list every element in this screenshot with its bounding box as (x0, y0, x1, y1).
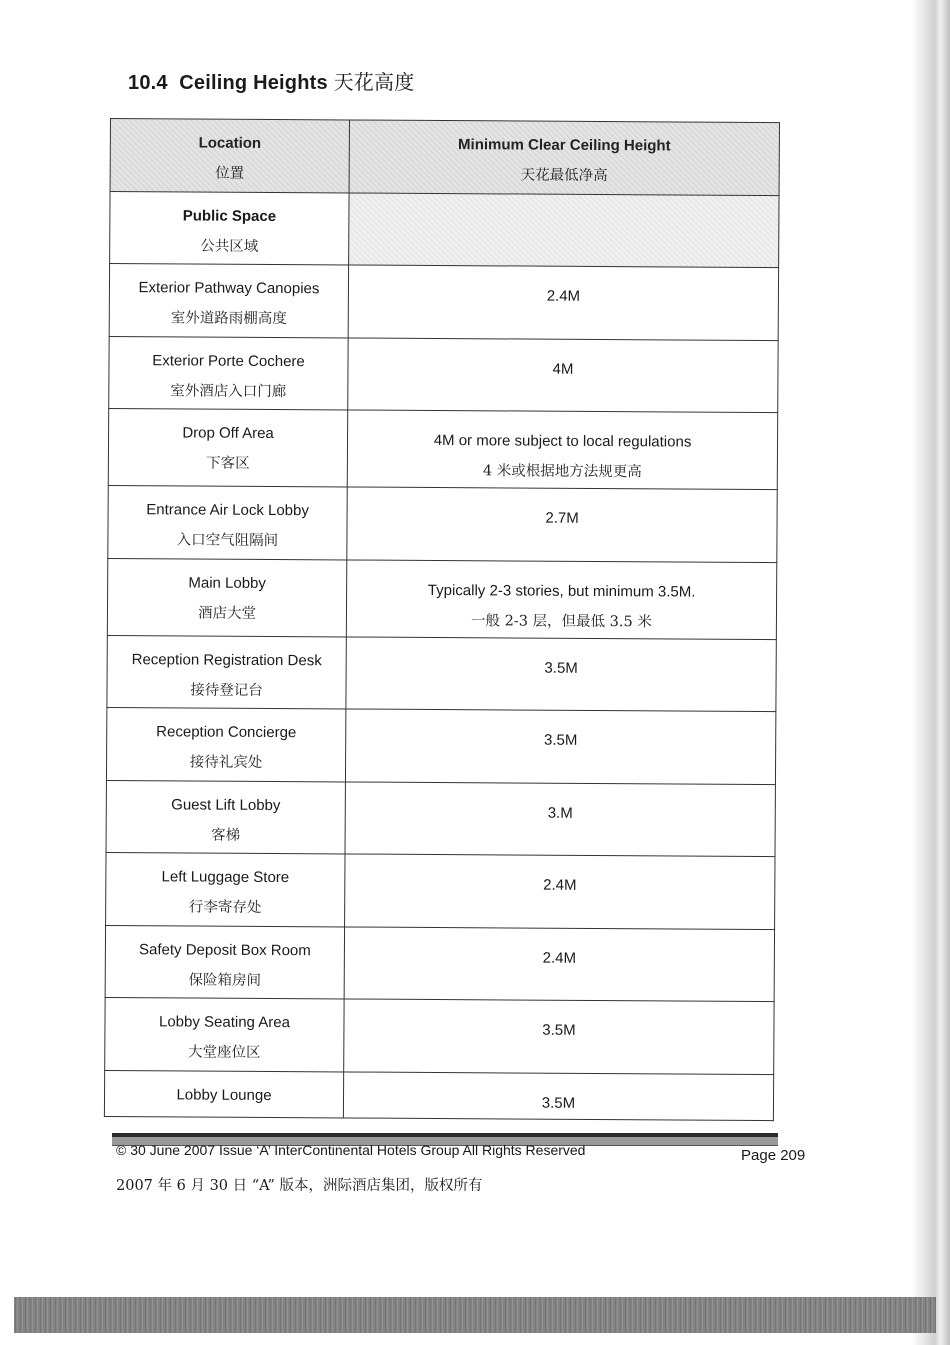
location-cell (107, 635, 346, 709)
section-empty-cell (349, 192, 779, 267)
table-row (106, 707, 775, 784)
location-zh: 客梯 (211, 827, 241, 844)
table-row (104, 1070, 773, 1120)
location-zh: 下客区 (206, 455, 250, 472)
location-zh: 保险箱房间 (188, 971, 262, 989)
header-location-en: Location (198, 134, 262, 152)
height-value-zh: 一般 2-3 层，但最低 3.5 米 (470, 612, 652, 630)
location-zh: 酒店大堂 (197, 605, 257, 622)
height-value-en: 3.5M (541, 1094, 576, 1112)
height-value-en: 2.4M (546, 287, 581, 305)
scan-bottom-strip (14, 1297, 936, 1333)
location-zh: 大堂座位区 (187, 1044, 261, 1061)
location-zh: 接待礼宾处 (189, 754, 263, 771)
height-cell (343, 1071, 773, 1120)
section-heading (128, 66, 414, 95)
table-header-row (110, 119, 779, 196)
location-cell (108, 408, 347, 486)
location-cell (106, 780, 345, 854)
heading-title-en: Ceiling Heights (179, 72, 328, 94)
location-zh: 室外酒店入口门廊 (170, 382, 287, 400)
location-en: Exterior Pathway Canopies (138, 279, 320, 298)
header-height-en: Minimum Clear Ceiling Height (458, 136, 671, 155)
location-en: Safety Deposit Box Room (138, 940, 311, 959)
location-cell (107, 558, 346, 636)
height-cell (347, 410, 777, 490)
table-row (107, 558, 776, 639)
location-en: Exterior Porte Cochere (152, 351, 305, 370)
height-value-en: 2.7M (545, 509, 579, 527)
location-zh: 行李寄存处 (188, 899, 262, 916)
height-value-en: 3.M (547, 804, 573, 822)
location-en: Lobby Lounge (176, 1085, 272, 1104)
height-cell (347, 487, 777, 562)
table-row (107, 635, 776, 712)
scanned-page-edge (912, 0, 950, 1345)
table-row (106, 852, 775, 929)
height-value-en: 4M (552, 360, 574, 378)
location-en: Main Lobby (188, 573, 266, 592)
height-cell (345, 709, 775, 784)
table-row (109, 336, 778, 413)
location-cell (106, 707, 345, 781)
section-cell (110, 191, 349, 265)
location-en: Guest Lift Lobby (171, 795, 281, 814)
height-cell (348, 337, 778, 412)
height-value-en: 3.5M (543, 731, 578, 749)
footer-page-number: Page 209 (741, 1147, 806, 1164)
section-title-en: Public Space (182, 206, 277, 225)
heading-number: 10.4 (128, 72, 168, 94)
header-location-zh: 位置 (215, 165, 245, 182)
ceiling-heights-table (104, 118, 780, 1121)
location-cell (109, 264, 348, 338)
height-value-en: 2.4M (543, 876, 577, 894)
height-cell (344, 999, 774, 1074)
location-zh: 入口空气阻隔间 (176, 532, 279, 550)
footer-copyright-en: © 30 June 2007 Issue ‘A’ InterContinental Hotels Group All Rights Reserved (116, 1142, 586, 1158)
height-cell (346, 636, 776, 711)
location-cell (108, 485, 347, 559)
height-value-en: 2.4M (542, 949, 577, 967)
location-en: Reception Registration Desk (131, 650, 322, 669)
height-cell (344, 926, 774, 1001)
location-zh: 室外道路雨棚高度 (170, 310, 287, 328)
height-cell (345, 781, 775, 856)
location-zh: 接待登记台 (190, 682, 263, 699)
location-en: Reception Concierge (156, 723, 297, 742)
height-value-en: Typically 2-3 stories, but minimum 3.5M. (427, 581, 696, 601)
table-row (108, 485, 777, 562)
footer-copyright-zh: 2007 年 6 月 30 日 “A” 版本，洲际酒店集团，版权所有 (116, 1178, 483, 1194)
header-location-cell (110, 119, 349, 193)
location-cell (109, 336, 348, 410)
table-row (106, 780, 775, 857)
table-row (105, 997, 774, 1074)
height-cell (346, 559, 776, 639)
section-row (110, 191, 779, 268)
table-row (109, 264, 778, 341)
height-value-en: 3.5M (544, 659, 578, 677)
location-en: Lobby Seating Area (158, 1013, 290, 1032)
height-cell (345, 854, 775, 929)
location-en: Drop Off Area (182, 424, 274, 443)
location-cell (105, 925, 344, 999)
header-height-cell (349, 120, 779, 195)
table-row (108, 408, 777, 489)
location-en: Left Luggage Store (161, 868, 290, 887)
location-cell (106, 852, 345, 926)
heading-title-zh: 天花高度 (333, 70, 415, 94)
height-value-en: 4M or more subject to local regulations (433, 431, 692, 451)
location-en: Entrance Air Lock Lobby (146, 501, 309, 520)
table-row (105, 925, 774, 1002)
section-title-zh: 公共区域 (200, 238, 259, 255)
height-value-en: 3.5M (542, 1021, 576, 1039)
height-value-zh: 4 米或根据地方法规更高 (482, 463, 642, 481)
location-cell (104, 1070, 343, 1117)
header-height-zh: 天花最低净高 (520, 167, 608, 185)
location-cell (105, 997, 344, 1071)
height-cell (348, 265, 778, 340)
